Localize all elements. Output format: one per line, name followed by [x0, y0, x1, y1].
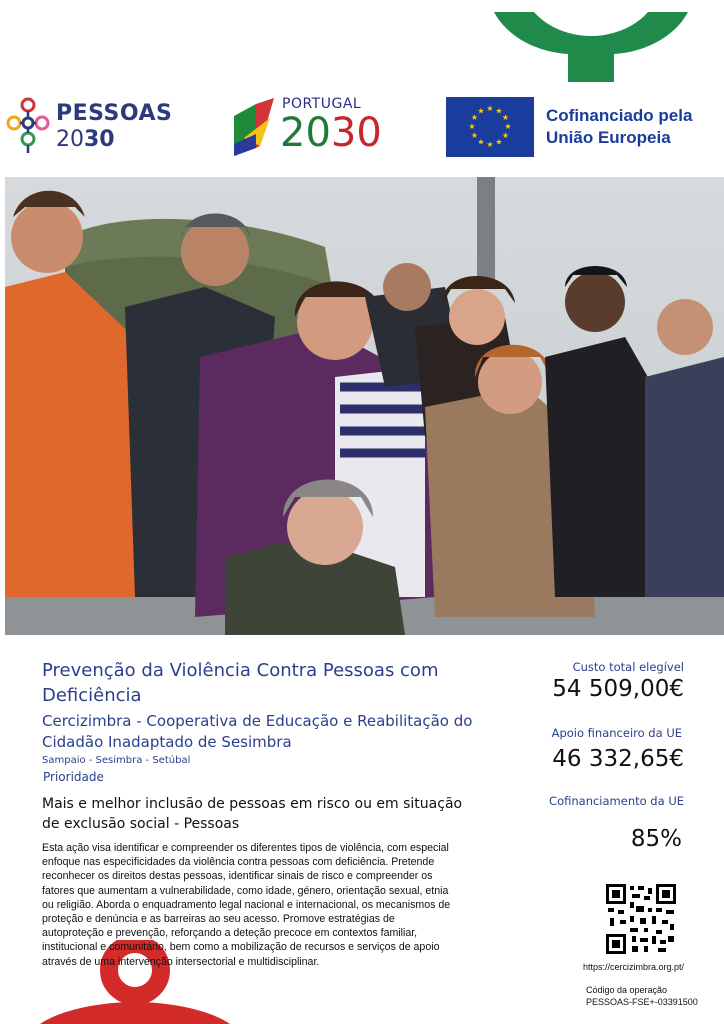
website-url[interactable]: https://cercizimbra.org.pt/ [582, 962, 684, 972]
svg-text:★: ★ [468, 122, 476, 131]
pessoas-logo-year-b: 30 [84, 127, 115, 152]
portugal-logo-year-b: 30 [330, 110, 382, 156]
svg-text:★: ★ [477, 137, 485, 147]
cofinancing-value: 85% [630, 826, 682, 852]
qr-code[interactable] [606, 884, 676, 954]
priority-label: Prioridade [43, 770, 104, 784]
group-photo-illustration [5, 177, 724, 635]
svg-text:★: ★ [495, 137, 503, 147]
project-info [42, 658, 482, 969]
portugal-2030-logo [230, 94, 395, 158]
operation-code-block [586, 984, 706, 1008]
total-cost-label: Custo total elegível [572, 660, 684, 674]
svg-text:★: ★ [501, 113, 510, 122]
operation-code-value: PESSOAS-FSE+-03391500 [586, 997, 698, 1007]
svg-text:★: ★ [501, 131, 510, 140]
portugal-logo-year-a: 20 [280, 110, 331, 156]
project-locations: Sampaio - Sesimbra - Setúbal [42, 755, 191, 766]
svg-text:★: ★ [495, 106, 503, 116]
cofinancing-label: Cofinanciamento da UE [549, 794, 684, 808]
eu-logo-line-1: Cofinanciado pela [546, 106, 693, 125]
eu-support-value: 46 332,65€ [552, 746, 684, 772]
project-title: Prevenção da Violência Contra Pessoas com Deficiência [42, 660, 439, 706]
eu-support-label: Apoio financeiro da UE [551, 726, 682, 740]
operation-code-label: Código da operação [586, 985, 668, 995]
total-cost-value: 54 509,00€ [552, 676, 684, 702]
svg-text:★: ★ [470, 113, 479, 122]
pessoas-logo-mark-icon [6, 97, 50, 157]
project-description: Esta ação visa identificar e compreender os diferentes tipos de violência, com especial enfoque nas especificidades da violência contra pessoas com deficiência. Pretende reconhecer os direitos destas pessoas, identificar sinais de risco e compreender os fatores que aumentam a vulnerabilidade, como idade, género, orientação sexual, etnia ou religião. Aborda o enquadramento legal nacional e internacional, os mecanismos de proteção e denúncia e as barreiras ao seu acesso. Promove estratégias de autoproteção e prevenção, reforçando a deteção precoce em contextos familiar, institucional e comunitário, bem como a mobilização de recursos e serviços de apoio através de uma intervenção intersectorial e multidisciplinar. [42, 842, 451, 968]
svg-text:★: ★ [486, 140, 494, 149]
beneficiary-organization: Cercizimbra - Cooperativa de Educação e Reabilitação do Cidadão Inadaptado de Sesimbra [42, 712, 473, 751]
group-photo [5, 177, 724, 635]
eu-flag-icon [446, 97, 534, 157]
svg-text:★: ★ [470, 131, 479, 140]
priority-text: Mais e melhor inclusão de pessoas em risco ou em situação de exclusão social - Pessoas [42, 796, 463, 832]
pessoas-logo-year-a: 20 [56, 127, 84, 152]
svg-text:★: ★ [477, 106, 485, 116]
eu-cofinancing-logo [446, 96, 720, 158]
svg-text:★: ★ [486, 104, 494, 113]
pessoas-logo-word: PESSOAS [56, 101, 173, 126]
svg-text:★: ★ [504, 122, 512, 131]
eu-logo-line-2: União Europeia [546, 128, 671, 147]
portugal-logo-mark-icon [230, 98, 278, 156]
top-green-emblem-graphic [494, 12, 688, 82]
pessoas-2030-logo [6, 96, 182, 158]
portugal-logo-word: PORTUGAL [282, 96, 362, 112]
